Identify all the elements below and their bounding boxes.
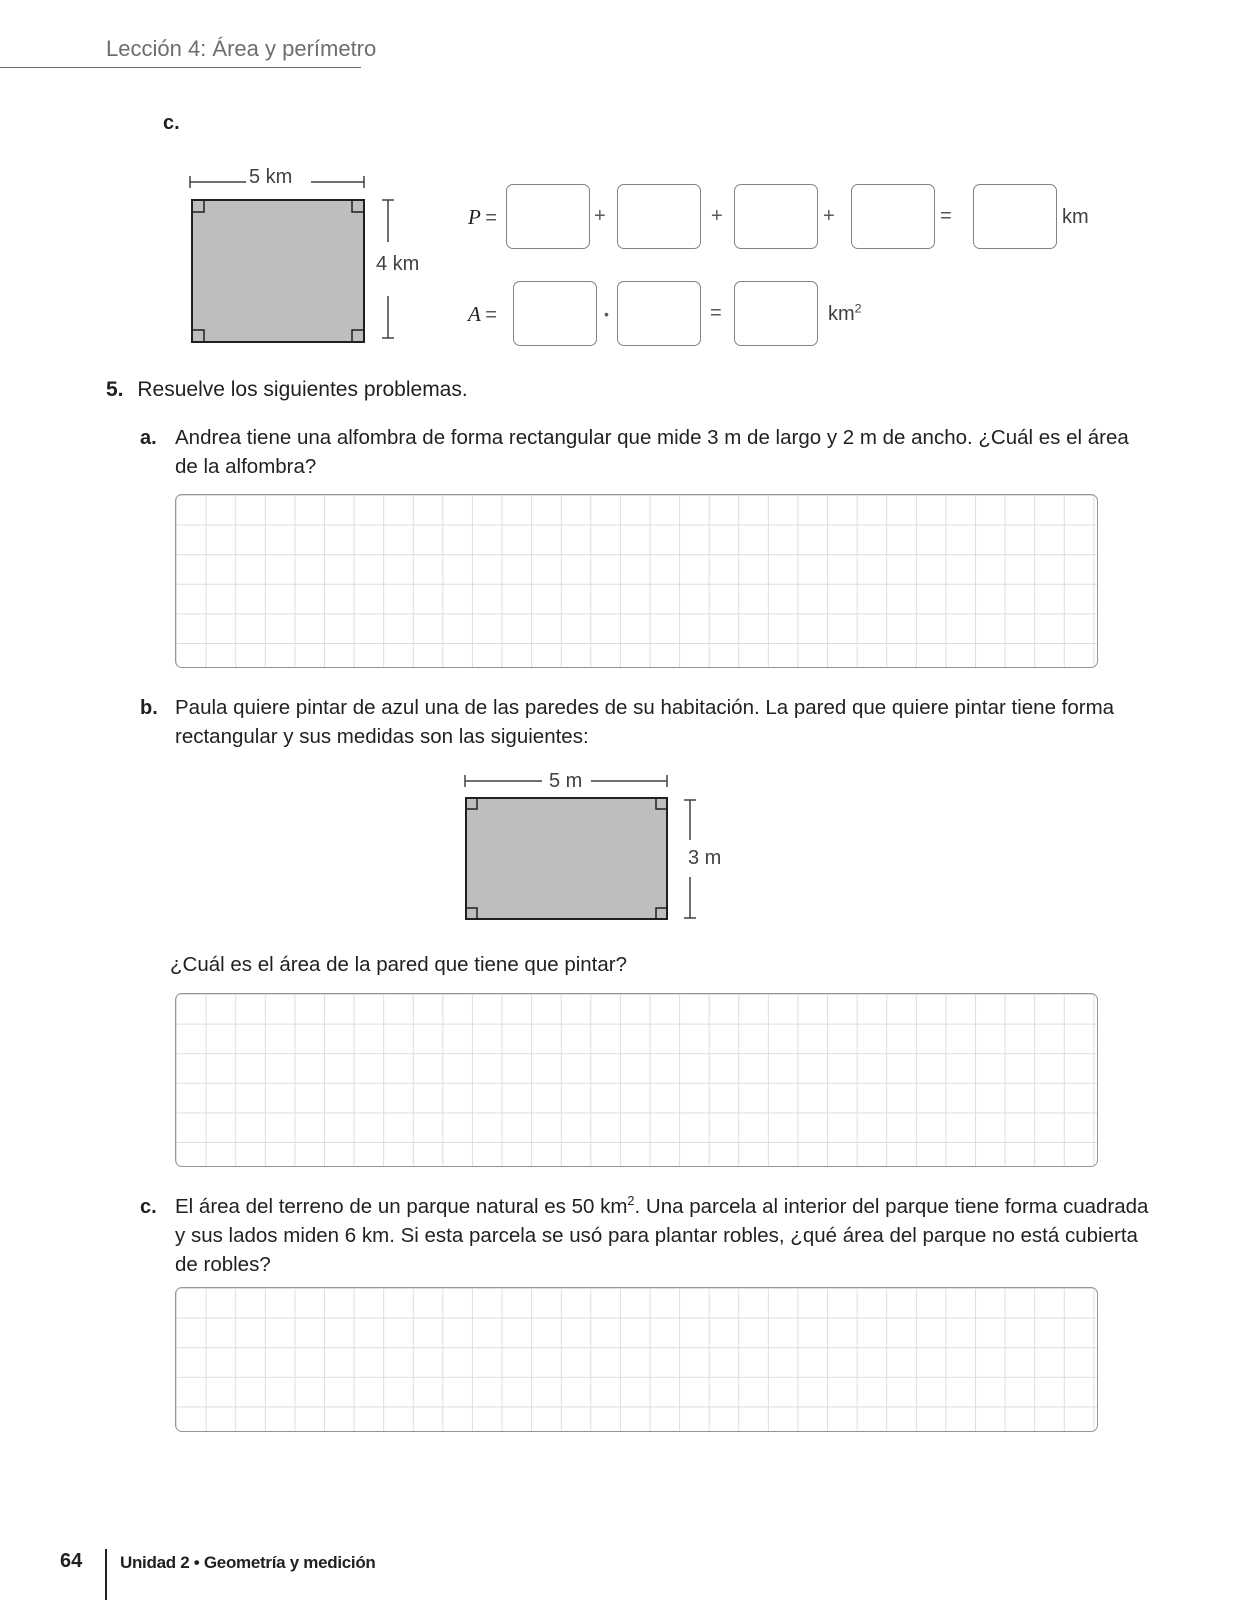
- rectangle-shape: [466, 798, 667, 919]
- item-5b-line-1: Paula quiere pintar de azul una de las paredes de su habitación. La pared que quiere pintar tiene forma: [175, 696, 1115, 719]
- rectangle-5m-3m-figure: [455, 765, 715, 930]
- multiply-dot: •: [604, 306, 609, 322]
- item-5c-line-1-part-b: . Una parcela al interior del parque tiene forma cuadrada: [634, 1195, 1149, 1218]
- item-5c-line-1-exponent: 2: [627, 1193, 635, 1209]
- header-rule: [0, 67, 361, 68]
- area-result-box[interactable]: [734, 281, 818, 346]
- rectangle-shape: [192, 200, 364, 342]
- width-label: 5 km: [249, 166, 293, 188]
- question-5-title: Resuelve los siguientes problemas.: [137, 378, 468, 401]
- area-unit-exponent: 2: [854, 301, 862, 316]
- item-c-letter: c.: [163, 112, 180, 134]
- item-5c-text: [175, 1192, 1149, 1279]
- perimeter-equation-label: [468, 205, 497, 230]
- perimeter-result-box[interactable]: [973, 184, 1057, 249]
- answer-grid-5a[interactable]: [175, 494, 1098, 668]
- plus-sign: +: [594, 205, 606, 227]
- height-label: 3 m: [688, 847, 722, 869]
- item-5c-letter: c.: [140, 1196, 157, 1218]
- area-var: A: [468, 302, 481, 326]
- area-factor-2-box[interactable]: [617, 281, 701, 346]
- item-5b-line-2: rectangular y sus medidas son las siguientes:: [175, 725, 589, 748]
- answer-grid-5c[interactable]: [175, 1287, 1098, 1432]
- perimeter-eq-sign: =: [485, 207, 497, 229]
- item-5a-line-1: Andrea tiene una alfombra de forma rectangular que mide 3 m de largo y 2 m de ancho. ¿Cuál es el área: [175, 426, 1129, 449]
- question-5-header: [106, 378, 468, 402]
- perimeter-var: P: [468, 205, 481, 229]
- item-5c-line-3: de robles?: [175, 1253, 271, 1276]
- item-5a-text: [175, 423, 1129, 481]
- perimeter-unit: km: [1062, 206, 1089, 228]
- perimeter-addend-4-box[interactable]: [851, 184, 935, 249]
- item-5c-line-2: y sus lados miden 6 km. Si esta parcela se usó para plantar robles, ¿qué área del parque no está cubierta: [175, 1224, 1138, 1247]
- item-5a-letter: a.: [140, 427, 157, 449]
- item-5c-line-1-part-a: El área del terreno de un parque natural es 50 km: [175, 1195, 628, 1218]
- perimeter-addend-1-box[interactable]: [506, 184, 590, 249]
- area-factor-1-box[interactable]: [513, 281, 597, 346]
- question-5-number: 5.: [106, 378, 124, 401]
- perimeter-addend-3-box[interactable]: [734, 184, 818, 249]
- footer-divider: [105, 1549, 107, 1600]
- item-5c-line-1: [175, 1192, 1149, 1221]
- equals-sign: =: [710, 302, 722, 324]
- width-label: 5 m: [549, 770, 583, 792]
- lesson-header: Lección 4: Área y perímetro: [106, 36, 377, 61]
- area-unit-base: km: [828, 303, 855, 325]
- plus-sign: +: [711, 205, 723, 227]
- plus-sign: +: [823, 205, 835, 227]
- item-5b-question: ¿Cuál es el área de la pared que tiene que pintar?: [170, 953, 628, 976]
- equals-sign: =: [940, 205, 952, 227]
- answer-grid-5b[interactable]: [175, 993, 1098, 1167]
- footer-unit-text: Unidad 2 • Geometría y medición: [120, 1553, 376, 1572]
- area-equation-label: [468, 302, 497, 327]
- perimeter-addend-2-box[interactable]: [617, 184, 701, 249]
- page-number: 64: [60, 1550, 83, 1572]
- item-5a-line-2: de la alfombra?: [175, 455, 317, 478]
- area-unit: [828, 303, 862, 326]
- item-5b-letter: b.: [140, 697, 158, 719]
- area-eq-sign: =: [485, 304, 497, 326]
- height-label: 4 km: [376, 253, 420, 275]
- item-5b-text: [175, 693, 1115, 751]
